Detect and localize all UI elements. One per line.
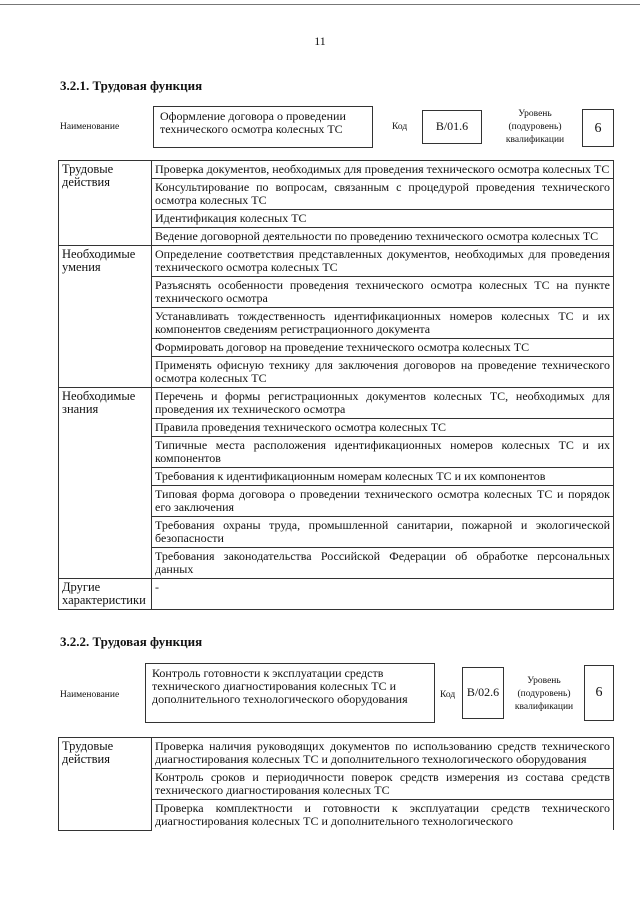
qualification-level-box bbox=[584, 665, 614, 721]
qualification-level-box bbox=[582, 109, 614, 147]
category-cell: Необходимые умения bbox=[59, 246, 152, 388]
item-cell: Консультирование по вопросам, связанным с процедурой проведения технического осмотра колесных ТС bbox=[152, 179, 614, 210]
code-box bbox=[422, 110, 482, 144]
function-name: Контроль готовности к эксплуатации средств технического диагностирования колесных ТС и дополнительного технологического оборудования bbox=[152, 666, 408, 706]
code-label: Код bbox=[440, 690, 456, 700]
table-row bbox=[59, 388, 614, 419]
code-box bbox=[462, 667, 504, 719]
function-name-box bbox=[153, 106, 373, 148]
category-cell: Трудовые действия bbox=[59, 738, 152, 831]
item-cell: Типовая форма договора о проведении технического осмотра колесных ТС и порядок его заключения bbox=[152, 486, 614, 517]
item-cell: Разъяснять особенности проведения технического осмотра колесных ТС на пункте технического осмотра bbox=[152, 277, 614, 308]
qualification-level-label: Уровень (подуровень) квалификации bbox=[505, 109, 565, 145]
table-row bbox=[59, 161, 614, 179]
item-cell: Типичные места расположения идентификационных номеров колесных ТС и их компонентов bbox=[152, 437, 614, 468]
function-name: Оформление договора о проведении технического осмотра колесных ТС bbox=[160, 109, 346, 136]
item-cell: Устанавливать тождественность идентификационных номеров колесных ТС и их компонентов сведениям регистрационного документа bbox=[152, 308, 614, 339]
qualification-level-value: 6 bbox=[594, 121, 602, 136]
item-cell: Требования к идентификационным номерам колесных ТС и их компонентов bbox=[152, 468, 614, 486]
item-cell: Проверка наличия руководящих документов по использованию средств технического диагностирования колесных ТС и дополнительного технологического оборудования bbox=[152, 738, 614, 769]
code-value: B/02.6 bbox=[466, 685, 500, 699]
item-cell: Формировать договор на проведение технического осмотра колесных ТС bbox=[152, 339, 614, 357]
item-cell: Правила проведения технического осмотра колесных ТС bbox=[152, 419, 614, 437]
item-cell: Проверка документов, необходимых для проведения технического осмотра колесных ТС bbox=[152, 161, 614, 179]
qualification-level-value: 6 bbox=[595, 685, 603, 700]
item-cell: Идентификация колесных ТС bbox=[152, 210, 614, 228]
table-row bbox=[59, 579, 614, 610]
category-cell: Трудовые действия bbox=[59, 161, 152, 246]
name-label: Наименование bbox=[60, 122, 120, 132]
item-cell: Требования охраны труда, промышленной санитарии, пожарной и экологической безопасности bbox=[152, 517, 614, 548]
section-heading: 3.2.2. Трудовая функция bbox=[60, 634, 203, 649]
category-cell: Другие характеристики bbox=[59, 579, 152, 610]
section-heading: 3.2.1. Трудовая функция bbox=[60, 78, 203, 93]
table-row bbox=[59, 246, 614, 277]
item-cell: Перечень и формы регистрационных документов колесных ТС, необходимых для проведения их технического осмотра bbox=[152, 388, 614, 419]
function-table bbox=[58, 160, 614, 610]
item-cell: Требования законодательства Российской Федерации об обработке персональных данных bbox=[152, 548, 614, 579]
code-label: Код bbox=[392, 122, 408, 132]
function-name-box bbox=[145, 663, 435, 723]
table-row bbox=[59, 738, 614, 769]
item-cell: Определение соответствия представленных документов, необходимых для проведения технического осмотра колесных ТС bbox=[152, 246, 614, 277]
top-rule bbox=[0, 4, 640, 5]
item-cell: Ведение договорной деятельности по проведению технического осмотра колесных ТС bbox=[152, 228, 614, 246]
page-number: 11 bbox=[314, 34, 326, 48]
category-cell: Необходимые знания bbox=[59, 388, 152, 579]
name-label: Наименование bbox=[60, 690, 120, 700]
function-table bbox=[58, 737, 614, 831]
item-cell: Применять офисную технику для заключения договоров на проведение технического осмотра колесных ТС bbox=[152, 357, 614, 388]
qualification-level-label: Уровень (подуровень) квалификации bbox=[514, 676, 574, 712]
item-cell: Контроль сроков и периодичности поверок средств измерения из состава средств технического диагностирования колесных ТС bbox=[152, 769, 614, 800]
item-cell: - bbox=[152, 579, 614, 610]
item-cell: Проверка комплектности и готовности к эксплуатации средств технического диагностирования колесных ТС и дополнительного технологического bbox=[152, 800, 614, 831]
code-value: B/01.6 bbox=[435, 119, 469, 133]
